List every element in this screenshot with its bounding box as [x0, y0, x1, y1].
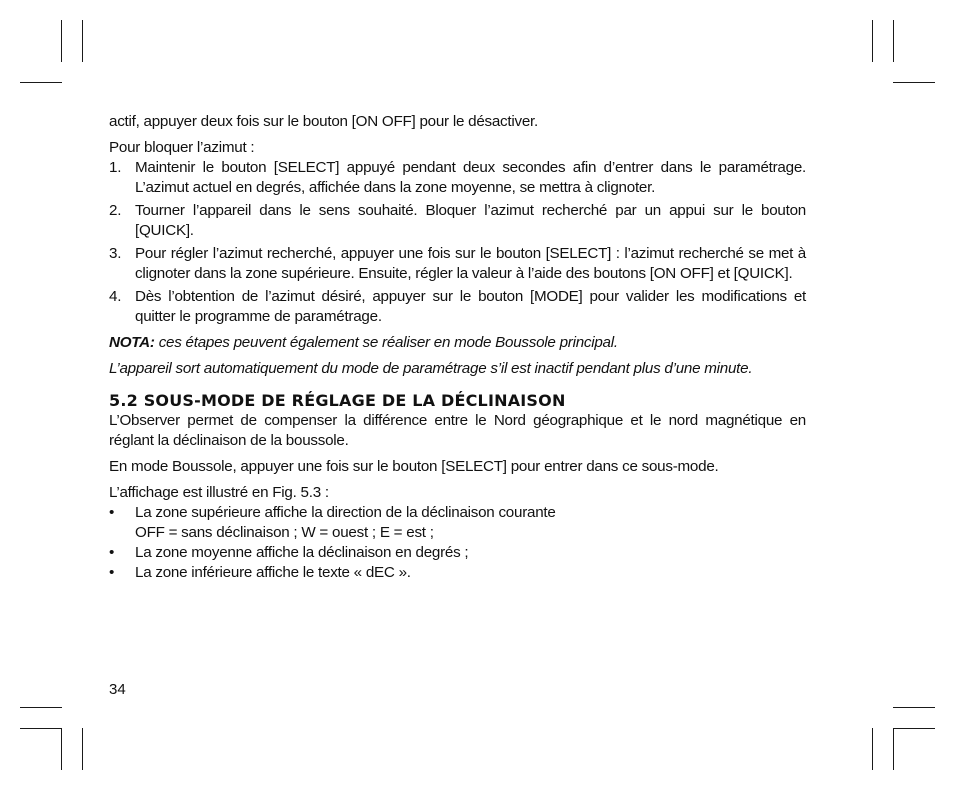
- step-number: 4.: [109, 288, 122, 305]
- step-text: Pour régler l’azimut recherché, appuyer une fois sur le bouton [SELECT] : l’azimut recherché se met à clignoter dans la zone supérieure. Ensuite, régler la valeur à l’aide des boutons [ON OFF] et [QUICK].: [135, 245, 806, 282]
- crop-mark: [893, 20, 894, 62]
- step-text: Dès l’obtention de l’azimut désiré, appuyer sur le bouton [MODE] pour valider les modifications et quitter le programme de paramétrage.: [135, 288, 806, 325]
- page-number: 34: [109, 681, 126, 698]
- section-paragraph-1: L’Observer permet de compenser la différence entre le Nord géographique et le nord magnétique en réglant la déclinaison de la boussole.: [109, 412, 806, 449]
- list-item: [109, 201, 806, 241]
- crop-mark: [872, 20, 873, 62]
- crop-mark: [20, 728, 62, 729]
- lock-steps-list: [109, 158, 806, 327]
- nota-paragraph: [109, 333, 806, 353]
- intro-paragraph: actif, appuyer deux fois sur le bouton [ON OFF] pour le désactiver.: [109, 113, 538, 130]
- crop-mark: [20, 707, 62, 708]
- step-text: Maintenir le bouton [SELECT] appuyé pendant deux secondes afin d’entrer dans le paramétrage. L’azimut actuel en degrés, affichée dans la zone moyenne, se mettra à clignoter.: [135, 159, 806, 196]
- crop-mark: [893, 707, 935, 708]
- bullet-subtext: OFF = sans déclinaison ; W = ouest ; E = est ;: [135, 524, 434, 541]
- lock-azimuth-title: Pour bloquer l’azimut :: [109, 139, 255, 156]
- page-content: [109, 112, 806, 583]
- crop-mark: [20, 82, 62, 83]
- auto-exit-paragraph: L’appareil sort automatiquement du mode de paramétrage s’il est inactif pendant plus d’une minute.: [109, 360, 753, 377]
- nota-label: NOTA:: [109, 334, 155, 351]
- list-item: [109, 158, 806, 198]
- step-number: 3.: [109, 245, 122, 262]
- bullet-icon: •: [109, 544, 115, 561]
- list-item: [109, 503, 806, 543]
- step-number: 1.: [109, 159, 122, 176]
- bullet-text: La zone supérieure affiche la direction de la déclinaison courante: [135, 504, 556, 521]
- section-heading: 5.2 SOUS-MODE DE RÉGLAGE DE LA DÉCLINAISON: [109, 391, 566, 410]
- bullet-text: La zone inférieure affiche le texte « dEC ».: [135, 564, 411, 581]
- list-item: [109, 287, 806, 327]
- nota-text: ces étapes peuvent également se réaliser en mode Boussole principal.: [154, 334, 618, 351]
- bullet-text: La zone moyenne affiche la déclinaison en degrés ;: [135, 544, 469, 561]
- section-paragraph-2: En mode Boussole, appuyer une fois sur le bouton [SELECT] pour entrer dans ce sous-mode.: [109, 458, 719, 475]
- step-number: 2.: [109, 202, 122, 219]
- section-paragraph-3: L’affichage est illustré en Fig. 5.3 :: [109, 484, 329, 501]
- list-item: [109, 244, 806, 284]
- list-item: [109, 543, 806, 563]
- crop-mark: [893, 728, 935, 729]
- crop-mark: [82, 728, 83, 770]
- crop-mark: [82, 20, 83, 62]
- crop-mark: [893, 728, 894, 770]
- display-zones-list: [109, 503, 806, 583]
- step-text: Tourner l’appareil dans le sens souhaité. Bloquer l’azimut recherché par un appui sur le bouton [QUICK].: [135, 202, 806, 239]
- crop-mark: [893, 82, 935, 83]
- crop-mark: [61, 728, 62, 770]
- crop-mark: [61, 20, 62, 62]
- crop-mark: [872, 728, 873, 770]
- bullet-icon: •: [109, 504, 115, 521]
- bullet-icon: •: [109, 564, 115, 581]
- list-item: [109, 563, 806, 583]
